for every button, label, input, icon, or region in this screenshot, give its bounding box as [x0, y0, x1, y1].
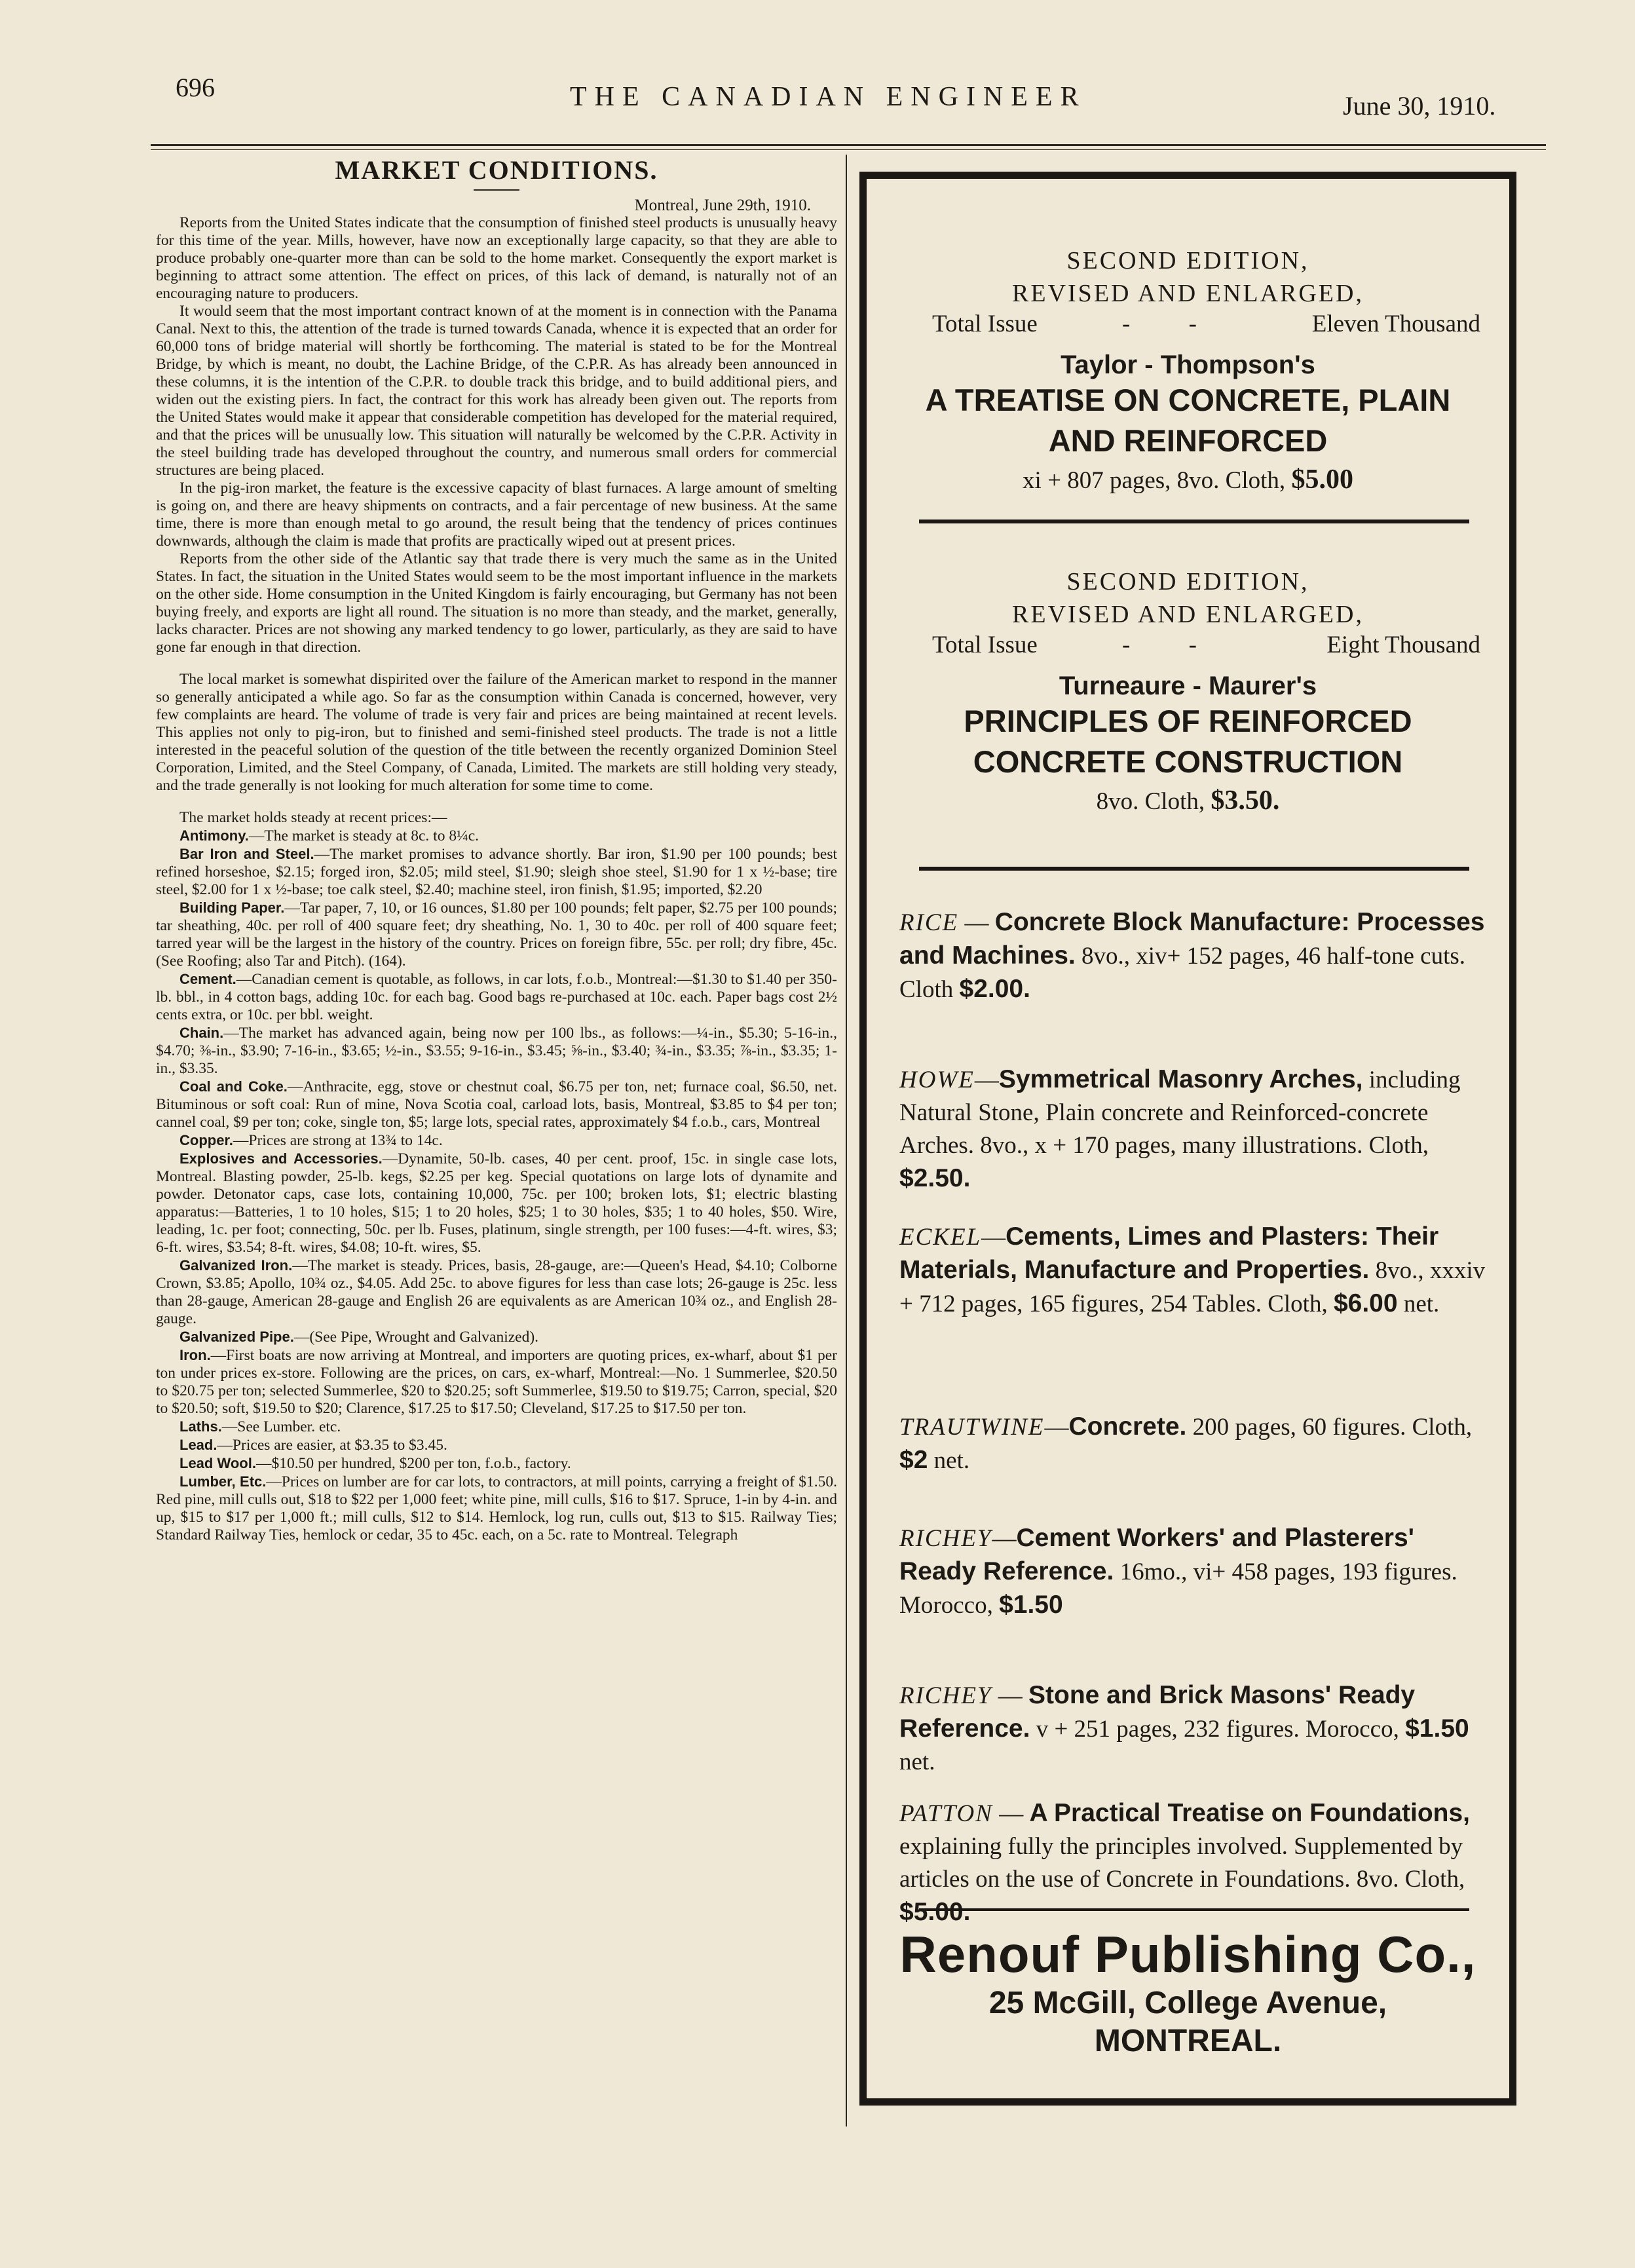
- price-item: [156, 1473, 837, 1544]
- price-item: [156, 1257, 837, 1328]
- book-author: Taylor - Thompson's: [1061, 350, 1315, 379]
- book-advertisement: [859, 172, 1516, 2106]
- item-text: —$10.50 per hundred, $200 per ton, f.o.b., factory.: [255, 1455, 571, 1472]
- book-price: $5.00: [1291, 464, 1353, 495]
- book-title: PRINCIPLES OF REINFORCED: [964, 704, 1412, 738]
- item-name: Building Paper.: [179, 899, 285, 916]
- issue-label: Total Issue: [932, 632, 1038, 658]
- book-title: Cement Workers' and Plasterers' Ready Reference.: [899, 1524, 1414, 1585]
- book-details: including Natural Stone, Plain concrete and Reinforced-concrete Arches. 8vo., x + 170 pages, many illustrations. Cloth,: [899, 1067, 1461, 1159]
- item-name: Galvanized Pipe.: [179, 1329, 294, 1345]
- edition-line: SECOND EDITION,: [1066, 247, 1309, 274]
- item-name: Galvanized Iron.: [179, 1257, 293, 1274]
- book-title-line2: CONCRETE CONSTRUCTION: [973, 744, 1403, 779]
- book-entry: [899, 1522, 1492, 1622]
- item-text: —Prices are strong at 13¾ to 14c.: [233, 1132, 443, 1149]
- item-text: —The market is steady at 8c. to 8¼c.: [248, 827, 479, 844]
- item-text: —Prices are easier, at $3.35 to $3.45.: [217, 1437, 447, 1454]
- item-name: Bar Iron and Steel.: [179, 846, 314, 862]
- item-name: Cement.: [179, 971, 236, 987]
- price-item: [156, 1328, 837, 1346]
- book-author: TRAUTWINE: [899, 1414, 1045, 1441]
- book-details: [867, 464, 1509, 495]
- book-price: $2.00.: [959, 975, 1030, 1003]
- book-author: RICE: [899, 909, 959, 936]
- header-rule-thin: [151, 149, 1546, 150]
- paragraph: The local market is somewhat dispirited over the failure of the American market to respond in the manner so generally anticipated a while ago. So far as the consumption within Canada is concerned, however, very few complaints are heard. The volume of trade is very fair and prices are being maintained at recent levels. This applies not only to pig-iron, but to finished and semi-finished steel products. The trade is not a little interested in the peaceful solution of the question of the title between the recently organized Dominion Steel Corporation, Limited, and the Steel Company, of Canada, Limited. The markets are still holding very steady, and the trade generally is not looking for much alteration for some time to come.: [156, 671, 837, 794]
- author-dash: —: [992, 1800, 1030, 1827]
- book-price: $1.50: [999, 1591, 1063, 1619]
- item-text: —(See Pipe, Wrought and Galvanized).: [293, 1329, 539, 1346]
- paragraph: In the pig-iron market, the feature is the excessive capacity of blast furnaces. A large amount of smelting is going on, and there are heavy shipments on contracts, and a fair percentage of new business. At the same time, there is more than enough metal to go around, the result being that the tendency of prices continues downwards, although the claim is made that profits are practically wiped out at present prices.: [156, 480, 837, 550]
- price-item: [156, 1024, 837, 1078]
- paragraph: The market holds steady at recent prices:—: [179, 809, 447, 826]
- item-name: Coal and Coke.: [179, 1078, 288, 1095]
- price-suffix: net.: [899, 1748, 935, 1775]
- price-item: [156, 1078, 837, 1131]
- item-name: Lead Wool.: [179, 1455, 256, 1471]
- price-suffix: net.: [928, 1447, 970, 1474]
- column-divider: [846, 155, 847, 2126]
- price-suffix: net.: [1397, 1291, 1440, 1317]
- revised-line: REVISED AND ENLARGED,: [1012, 280, 1364, 307]
- book-title: A Practical Treatise on Foundations,: [1029, 1799, 1470, 1827]
- edition-block-1: [867, 244, 1509, 495]
- publisher-address: 25 McGill, College Avenue,: [988, 1986, 1387, 2020]
- revised-line: REVISED AND ENLARGED,: [1012, 601, 1364, 628]
- price-item: [156, 899, 837, 970]
- item-name: Lead.: [179, 1437, 217, 1453]
- item-text: —Prices on lumber are for car lots, to contractors, at mill points, carrying a freight of $1.50. Red pine, mill culls out, $18 to $22 per 1,000 feet; white pine, mill culls, $16 to $17. Spruce, 1-in by 4-in. and up, $15 to $17 per 1,000 ft.; mill culls, $12 to $14. Hemlock, log run, culls out, $13 to $15. Railway Ties; Standard Railway Ties, hemlock or cedar, 35 to 45c. each, on a 5c. rate to Montreal. Telegraph: [156, 1473, 837, 1543]
- price-item: [156, 845, 837, 899]
- book-price: $5.00.: [899, 1898, 971, 1926]
- edition-block-2: [867, 565, 1509, 816]
- book-details: 200 pages, 60 figures. Cloth,: [1186, 1414, 1473, 1441]
- item-text: —The market is steady. Prices, basis, 28-gauge, are:—Queen's Head, $4.10; Colborne Crown, $3.85; Apollo, 10¾ oz., $4.05. Add 25c. to above figures for less than case lots; 26-gauge is 25c. less than 28-gauge, American 28-gauge and English 26 are equivalents as are American 10¾ oz., and English 28-gauge.: [156, 1257, 838, 1327]
- title-dash: [474, 189, 519, 191]
- price-item: [156, 1131, 837, 1150]
- book-details: 16mo., vi+ 458 pages, 193 figures. Morocco,: [899, 1559, 1457, 1619]
- book-title: Symmetrical Masonry Arches,: [998, 1065, 1363, 1093]
- author-dash: —: [958, 909, 995, 936]
- item-name: Copper.: [179, 1132, 233, 1148]
- publisher-name: Renouf Publishing Co.,: [899, 1925, 1476, 1983]
- book-title: Stone and Brick Masons' Ready Reference.: [899, 1681, 1416, 1743]
- page-number: 696: [176, 73, 215, 102]
- book-author: RICHEY: [899, 1682, 992, 1709]
- book-author: ECKEL: [899, 1224, 982, 1251]
- item-text: —Canadian cement is quotable, as follows, in car lots, f.o.b., Montreal:—$1.30 to $1.40 per 350-lb. bbl., in 4 cotton bags, adding 10c. for each bag. Good bags re-purchased at 10c. each. Paper bags cost 2½ cents extra, or 10c. per bbl. weight.: [156, 971, 837, 1023]
- book-details: [867, 785, 1509, 816]
- book-author: PATTON: [899, 1800, 993, 1827]
- book-entry: [899, 1679, 1492, 1779]
- book-price: $1.50: [1405, 1714, 1469, 1743]
- price-list: [156, 827, 837, 1544]
- author-dash: —: [974, 1067, 999, 1093]
- item-name: Antimony.: [179, 827, 249, 844]
- book-price: $2.50.: [899, 1164, 971, 1192]
- separator-rule: [919, 867, 1469, 871]
- page-header: [0, 72, 1635, 131]
- price-item: [156, 1150, 837, 1257]
- issue-value: Eleven Thousand: [1311, 311, 1480, 337]
- book-entry: [899, 1410, 1492, 1477]
- total-issue-line: [867, 631, 1509, 668]
- book-price: $3.50.: [1211, 785, 1280, 816]
- price-item: [156, 1436, 837, 1454]
- price-item: [156, 1418, 837, 1436]
- item-text: —The market has advanced again, being now per 100 lbs., as follows:—¼-in., $5.30; 5-16-in., $4.70; ⅜-in., $3.90; 7-16-in., $3.65; ½-in., $3.55; 9-16-in., $3.45; ⅝-in., $3.40; ¾-in., $3.35; ⅞-in., $3.35; 1-in., $3.35.: [156, 1025, 837, 1077]
- book-title-line2: AND REINFORCED: [1048, 423, 1328, 458]
- issue-date: June 30, 1910.: [1343, 91, 1496, 121]
- book-entry: [899, 906, 1492, 1006]
- issue-dashes: - -: [1122, 632, 1223, 658]
- item-name: Iron.: [179, 1347, 211, 1363]
- book-author: HOWE: [899, 1067, 975, 1093]
- price-item: [156, 1346, 837, 1418]
- author-dash: —: [992, 1682, 1028, 1709]
- author-dash: —: [992, 1525, 1017, 1552]
- price-item: [156, 827, 837, 845]
- book-title: A TREATISE ON CONCRETE, PLAIN: [925, 383, 1451, 417]
- item-name: Explosives and Accessories.: [179, 1150, 383, 1167]
- book-details: 8vo., xxxiv + 712 pages, 165 figures, 254 Tables. Cloth,: [899, 1257, 1486, 1317]
- book-details: 8vo., xiv+ 152 pages, 46 half-tone cuts. Cloth: [899, 943, 1466, 1003]
- edition-line: SECOND EDITION,: [1066, 568, 1309, 595]
- market-conditions-column: [156, 155, 837, 1544]
- item-text: —See Lumber. etc.: [221, 1418, 341, 1435]
- separator-rule: [919, 1908, 1469, 1911]
- issue-label: Total Issue: [932, 311, 1038, 337]
- item-name: Chain.: [179, 1025, 224, 1041]
- book-details-text: xi + 807 pages, 8vo. Cloth,: [1023, 467, 1286, 494]
- book-details: v + 251 pages, 232 figures. Morocco,: [1030, 1716, 1406, 1743]
- book-title: Cements, Limes and Plasters: Their Materials, Manufacture and Properties.: [899, 1222, 1439, 1284]
- item-text: —The market promises to advance shortly. Bar iron, $1.90 per 100 pounds; best refined horseshoe, $2.15; forged iron, $2.05; mild steel, $1.90; sleigh shoe steel, $1.90 for 1 x ½-base; tire steel, $2.00 for 1 x ½-base; toe calk steel, $2.40; machine steel, iron finish, $1.95; imported, $2.20: [156, 846, 837, 898]
- item-text: —Tar paper, 7, 10, or 16 ounces, $1.80 per 100 pounds; felt paper, $2.75 per 100 pounds; tar sheathing, 40c. per roll of 400 square feet; dry sheathing, No. 1, 30 to 40c. per roll of 400 square feet; tarred year will be the largest in the history of the country. Prices on foreign fibre, 55c. per roll; dry fibre, 45c. (See Roofing; also Tar and Pitch). (164).: [156, 899, 837, 970]
- separator-rule: [919, 520, 1469, 523]
- book-entry: [899, 1063, 1492, 1196]
- article-dateline: Montreal, June 29th, 1910.: [634, 197, 811, 214]
- price-item: [156, 1454, 837, 1473]
- journal-title: THE CANADIAN ENGINEER: [570, 82, 1087, 112]
- author-dash: —: [1044, 1414, 1069, 1441]
- item-text: —Dynamite, 50-lb. cases, 40 per cent. proof, 15c. in single case lots, Montreal. Blasting powder, 25-lb. kegs, $2.25 per keg. Special quotations on large lots of dynamite and powder. Detonator caps, case lots, containing 10,000, 75c. per 100; broken lots, $1; electric blasting apparatus:—Batteries, 1 to 10 holes, $15; 1 to 20 holes, $25; 1 to 30 holes, $35; 1 to 40 holes, $50. Wire, leading, 1c. per foot; connecting, 50c. per lb. Fuses, platinum, single strength, per 100 fuses:—4-ft. wires, $3; 6-ft. wires, $3.54; 8-ft. wires, $4.08; 10-ft. wires, $5.: [156, 1150, 838, 1256]
- publisher-city: MONTREAL.: [1094, 2024, 1282, 2058]
- book-author: RICHEY: [899, 1525, 992, 1552]
- item-text: —Anthracite, egg, stove or chestnut coal, $6.75 per ton, net; furnace coal, $6.50, net. Bituminous or soft coal: Run of mine, Nova Scotia coal, carload lots, basis, Montreal, $3.85 to $4 per ton; cannel coal, $9 per ton; coke, single ton, $5; large lots, special rates, approximately $4 f.o.b., cars, Montreal: [156, 1078, 838, 1131]
- item-name: Lumber, Etc.: [179, 1473, 267, 1490]
- item-text: —First boats are now arriving at Montreal, and importers are quoting prices, ex-wharf, about $1 per ton under prices ex-store. Following are the prices, on cars, ex-wharf, Montreal:—No. 1 Summerlee, $20.50 to $20.75 per ton; selected Summerlee, $20 to $20.25; soft Summerlee, $19.50 to $19.75; Carron, special, $20 to $20.50; soft, $19.50 to $20; Clarence, $17.25 to $17.50; Cleveland, $17.25 to $17.50 per ton.: [156, 1347, 837, 1417]
- item-name: Laths.: [179, 1418, 222, 1435]
- issue-value: Eight Thousand: [1326, 632, 1480, 658]
- book-price: $2: [899, 1446, 928, 1474]
- paragraph: Reports from the other side of the Atlantic say that trade there is very much the same as in the United States. In fact, the situation in the United States would seem to be the most important influence in the markets on the other side. Home consumption in the United Kingdom is fairly encouraging, but Germany has not been buying freely, and exports are light all round. The situation is no more than steady, and the market, generally, lacks character. Prices are not showing any marked tendency to go lower, particularly, as they are said to have gone far enough in that direction.: [156, 550, 837, 656]
- issue-dashes: - -: [1122, 311, 1223, 337]
- book-entry: [899, 1220, 1492, 1321]
- header-rule: [151, 144, 1546, 146]
- book-price: $6.00: [1333, 1289, 1398, 1317]
- book-title: Concrete.: [1068, 1412, 1187, 1441]
- publisher-block: [867, 1925, 1509, 2060]
- article-title: MARKET CONDITIONS.: [335, 155, 658, 185]
- book-details-text: 8vo. Cloth,: [1096, 788, 1205, 815]
- book-author: Turneaure - Maurer's: [1059, 671, 1317, 700]
- paragraph: It would seem that the most important contract known of at the moment is in connection with the Panama Canal. Next to this, the attention of the trade is turned towards Canada, whence it is expected that an order for 60,000 tons of bridge material will shortly be forthcoming. The material is stated to be for the Montreal Bridge, by which is meant, no doubt, the Lachine Bridge, of the C.P.R. As has already been announced in these columns, it is the intention of the C.P.R. to double track this bridge, and to build additional piers, and widen out the existing piers. In fact, the contract for this work has already been given out. The reports from the United States would make it appear that considerable competition has developed for the material required, and that the prices will be unusually low. This situation will naturally be welcomed by the C.P.R. Activity in the steel building trade has developed throughout the country, and numerous small orders for commercial structures are being placed.: [156, 303, 837, 479]
- price-item: [156, 970, 837, 1024]
- paragraph: Reports from the United States indicate that the consumption of finished steel products is unusually heavy for this time of the year. Mills, however, have now an exceptionally large capacity, so that they are able to produce probably one-quarter more than can be sold to the home market. Consequently the export market is beginning to attract some attention. The effect on prices, of this lack of demand, is naturally not of an encouraging nature to producers.: [156, 214, 837, 302]
- total-issue-line: [867, 310, 1509, 347]
- author-dash: —: [981, 1224, 1006, 1251]
- book-details: explaining fully the principles involved. Supplemented by articles on the use of Concrete in Foundations. 8vo. Cloth,: [899, 1833, 1465, 1893]
- book-title: Concrete Block Manufacture: Processes and Machines.: [899, 908, 1485, 970]
